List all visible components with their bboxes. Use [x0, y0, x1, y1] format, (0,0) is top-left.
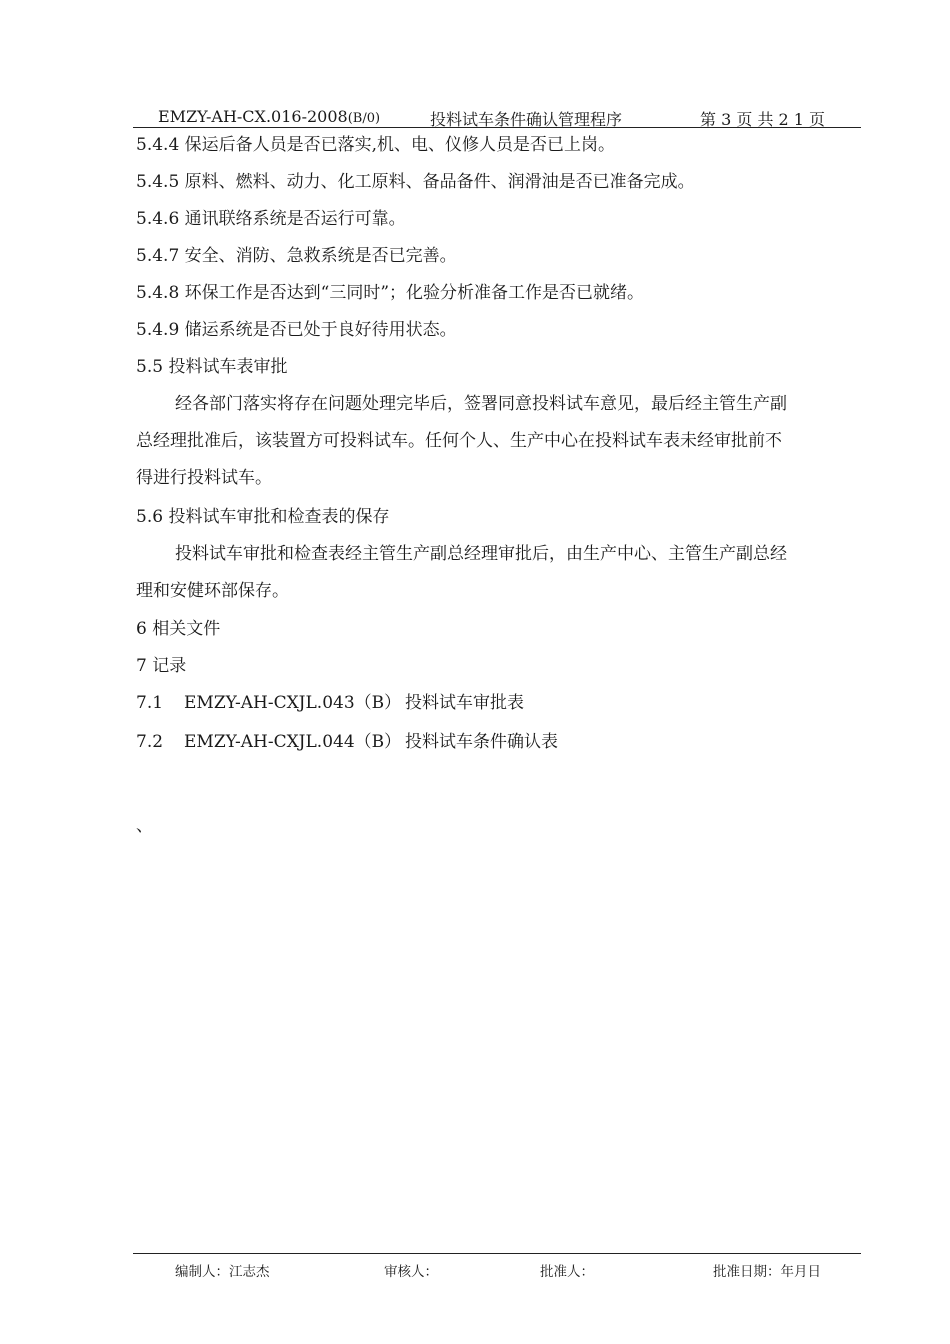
paragraph-5-5-line-1: 经各部门落实将存在问题处理完毕后，签署同意投料试车意见，最后经主管生产副	[175, 394, 787, 414]
page-number: 第 3 页 共 2 1 页	[700, 110, 826, 129]
item-5-4-7: 5.4.7 安全、消防、急救系统是否已完善。	[136, 246, 457, 266]
item-5-4-9: 5.4.9 储运系统是否已处于良好待用状态。	[136, 320, 457, 340]
document-version: (B/0)	[347, 111, 381, 126]
paragraph-5-6-line-2: 理和安健环部保存。	[136, 581, 289, 601]
item-5-4-4: 5.4.4 保运后备人员是否已落实,机、电、仪修人员是否已上岗。	[136, 135, 616, 155]
item-5-4-5: 5.4.5 原料、燃料、动力、化工原料、备品备件、润滑油是否已准备完成。	[136, 172, 695, 192]
item-5-4-8: 5.4.8 环保工作是否达到“三同时”；化验分析准备工作是否已就绪。	[136, 283, 645, 303]
section-5-5-heading: 5.5 投料试车表审批	[136, 357, 288, 377]
prepared-by: 编制人：江志杰	[175, 1264, 270, 1280]
record-code: EMZY-AH-CXJL.043（B）	[184, 693, 402, 713]
page-header	[133, 103, 861, 128]
approval-date: 批准日期：年月日	[713, 1264, 821, 1280]
record-number: 7.2	[136, 732, 164, 752]
record-code: EMZY-AH-CXJL.044（B）	[184, 732, 402, 752]
reviewed-by: 审核人：	[384, 1264, 438, 1280]
section-6-heading: 6 相关文件	[136, 619, 221, 639]
approved-by: 批准人：	[540, 1264, 594, 1280]
record-7-1	[136, 685, 524, 722]
page-footer	[133, 1253, 861, 1284]
record-name: 投料试车审批表	[405, 693, 524, 713]
document-code: EMZY-AH-CX.016-2008(B/0)	[158, 107, 381, 126]
paragraph-5-5-line-2: 总经理批准后，该装置方可投料试车。任何个人、生产中心在投料试车表未经审批前不	[136, 431, 782, 451]
section-7-heading: 7 记录	[136, 656, 187, 676]
stray-mark: 、	[136, 816, 153, 836]
section-5-6-heading: 5.6 投料试车审批和检查表的保存	[136, 507, 390, 527]
record-number: 7.1	[136, 693, 164, 713]
paragraph-5-6-line-1: 投料试车审批和检查表经主管生产副总经理审批后，由生产中心、主管生产副总经	[175, 544, 787, 564]
paragraph-5-5-line-3: 得进行投料试车。	[136, 468, 272, 488]
record-name: 投料试车条件确认表	[405, 732, 558, 752]
record-7-2	[136, 724, 558, 761]
document-title: 投料试车条件确认管理程序	[430, 110, 623, 129]
item-5-4-6: 5.4.6 通讯联络系统是否运行可靠。	[136, 209, 406, 229]
